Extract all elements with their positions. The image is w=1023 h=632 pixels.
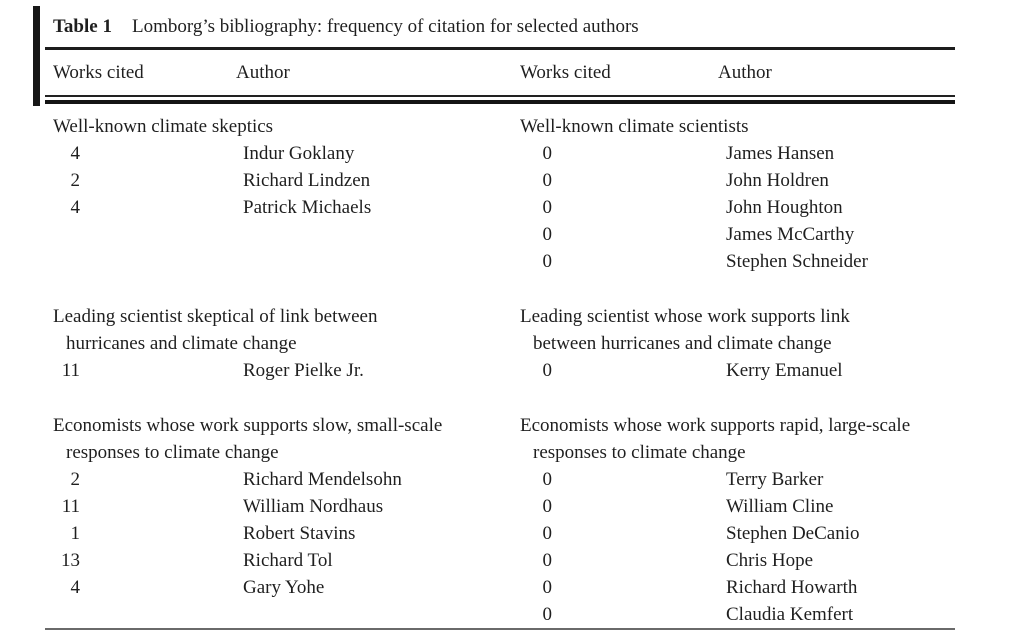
table-section-2: [45, 412, 955, 628]
works-cited-value: 11: [61, 496, 80, 517]
table-row: [520, 357, 955, 384]
table-row: [520, 547, 955, 574]
table-row: [53, 493, 520, 520]
table-row: [520, 167, 955, 194]
works-cited-value: 0: [542, 197, 552, 218]
section-heading: [520, 303, 955, 357]
author-name: Robert Stavins: [243, 523, 356, 544]
section-1-left: [45, 303, 520, 384]
section-heading: [53, 412, 520, 466]
author-name: Roger Pielke Jr.: [243, 360, 364, 381]
works-cited-value: 0: [542, 251, 552, 272]
works-cited-value: 0: [542, 604, 552, 625]
works-cited-value: 0: [542, 469, 552, 490]
section-heading-line: responses to climate change: [66, 442, 279, 463]
section-1-right: [520, 303, 955, 384]
works-cited-value: 4: [70, 143, 80, 164]
works-cited-value: 1: [70, 523, 80, 544]
table-row: [53, 466, 520, 493]
table-row: [520, 520, 955, 547]
table-row: [53, 167, 520, 194]
works-cited-value: 0: [542, 360, 552, 381]
author-name: Richard Mendelsohn: [243, 469, 402, 490]
table-row: [520, 493, 955, 520]
table-row: [520, 221, 955, 248]
table-row: [53, 194, 520, 221]
works-cited-value: 4: [70, 197, 80, 218]
section-0-right: [520, 113, 955, 275]
author-name: Richard Howarth: [726, 577, 858, 598]
table-title: [45, 13, 955, 40]
author-name: Richard Tol: [243, 550, 333, 571]
section-heading-line: Economists whose work supports slow, small-scale: [53, 415, 443, 436]
table-double-rule: [45, 95, 955, 104]
section-heading-line: Well-known climate scientists: [520, 116, 749, 137]
section-heading: [520, 412, 955, 466]
author-header-right: Author: [718, 62, 772, 83]
table-section-1: [45, 303, 955, 384]
author-name: Indur Goklany: [243, 143, 355, 164]
table-section-0: [45, 113, 955, 275]
table-row: [520, 601, 955, 628]
section-2-left: [45, 412, 520, 628]
works-cited-value: 0: [542, 224, 552, 245]
table-row: [53, 547, 520, 574]
author-name: Patrick Michaels: [243, 197, 372, 218]
table-container: [45, 0, 955, 630]
table-row: [520, 140, 955, 167]
table-number-label: Table 1: [53, 16, 112, 37]
table-row: [520, 248, 955, 275]
column-header-row: [45, 50, 955, 95]
section-heading-line: responses to climate change: [533, 442, 746, 463]
author-name: Terry Barker: [726, 469, 824, 490]
works-cited-header-left: Works cited: [53, 62, 144, 83]
author-name: Chris Hope: [726, 550, 814, 571]
table-row: [53, 357, 520, 384]
author-name: Stephen DeCanio: [726, 523, 860, 544]
works-cited-value: 2: [70, 469, 80, 490]
section-heading-line: between hurricanes and climate change: [533, 333, 832, 354]
section-heading: [520, 113, 955, 140]
works-cited-value: 0: [542, 523, 552, 544]
author-name: James McCarthy: [726, 224, 855, 245]
works-cited-value: 0: [542, 170, 552, 191]
author-name: James Hansen: [726, 143, 835, 164]
section-heading-line: Economists whose work supports rapid, large-scale: [520, 415, 911, 436]
author-name: John Holdren: [726, 170, 829, 191]
table-caption: Lomborg’s bibliography: frequency of citation for selected authors: [131, 16, 639, 37]
table-row: [520, 466, 955, 493]
author-name: William Cline: [726, 496, 834, 517]
table-row: [53, 140, 520, 167]
table-row: [53, 520, 520, 547]
section-heading-line: Well-known climate skeptics: [53, 116, 274, 137]
scan-artifact-bar: [33, 6, 40, 106]
works-cited-value: 13: [61, 550, 80, 571]
section-heading: [53, 303, 520, 357]
table-row: [520, 574, 955, 601]
table-row: [520, 194, 955, 221]
works-cited-value: 0: [542, 496, 552, 517]
works-cited-value: 0: [542, 143, 552, 164]
section-heading: [53, 113, 520, 140]
works-cited-value: 0: [542, 550, 552, 571]
author-name: Richard Lindzen: [243, 170, 371, 191]
works-cited-header-right: Works cited: [520, 62, 611, 83]
author-name: Kerry Emanuel: [726, 360, 843, 381]
header-right-half: [520, 59, 955, 86]
author-name: Stephen Schneider: [726, 251, 868, 272]
section-2-right: [520, 412, 955, 628]
header-left-half: [45, 59, 520, 86]
table-body: [45, 104, 955, 628]
author-name: Gary Yohe: [243, 577, 325, 598]
author-header-left: Author: [236, 62, 290, 83]
works-cited-value: 2: [70, 170, 80, 191]
author-name: John Houghton: [726, 197, 843, 218]
section-heading-line: Leading scientist skeptical of link between: [53, 306, 378, 327]
author-name: William Nordhaus: [243, 496, 384, 517]
table-row: [53, 574, 520, 601]
section-heading-line: hurricanes and climate change: [66, 333, 297, 354]
section-0-left: [45, 113, 520, 275]
section-heading-line: Leading scientist whose work supports link: [520, 306, 850, 327]
works-cited-value: 0: [542, 577, 552, 598]
table-bottom-rule: [45, 628, 955, 630]
works-cited-value: 4: [70, 577, 80, 598]
author-name: Claudia Kemfert: [726, 604, 854, 625]
works-cited-value: 11: [61, 360, 80, 381]
